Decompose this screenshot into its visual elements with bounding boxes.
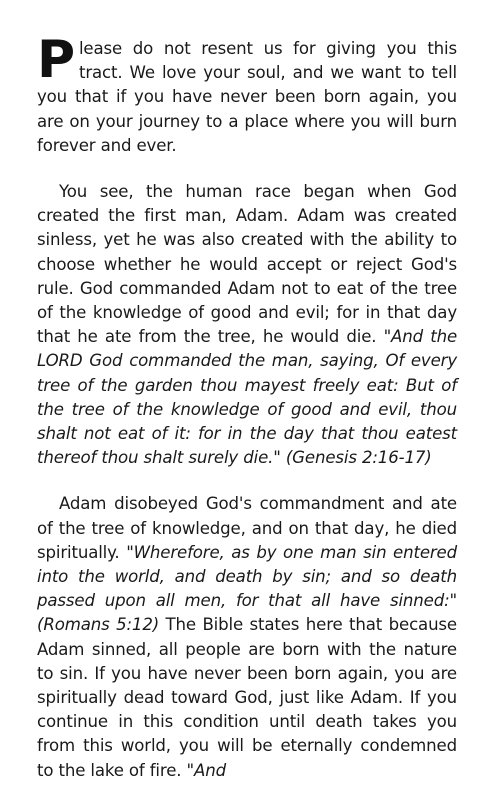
continuing-quote: "And xyxy=(186,760,226,780)
fall-text-1: Adam disobeyed God's commandment and ate of the tree of knowledge, and on that day, he died spiritually. xyxy=(37,494,457,562)
tract-page xyxy=(37,30,458,783)
intro-paragraph xyxy=(37,30,457,158)
genesis-quote: "And the LORD God commanded the man, saying, Of every tree of the garden thou mayest freely eat: But of the tree of the knowledge of good and evil, thou shalt not eat of it: for in the day that thou eatest thereof thou shalt surely die." (Genesis 2:16-17) xyxy=(37,327,457,468)
drop-cap-letter: P xyxy=(37,30,75,90)
romans-quote: "Wherefore, as by one man sin entered into the world, and death by sin; and so death passed upon all men, for that all have sinned:" (Romans 5:12) xyxy=(37,542,458,635)
fall-paragraph xyxy=(37,492,457,782)
creation-text: You see, the human race began when God created the first man, Adam. Adam was created sinless, yet he was also created with the ability to choose whether he would accept or reject God's rule. God commanded Adam not to eat of the tree of the knowledge of good and evil; for in that day that he ate from the tree, he would die. xyxy=(37,182,457,347)
fall-text-2: The Bible states here that because Adam sinned, all people are born with the nature to sin. If you have never been born again, you are spiritually dead toward God, just like Adam. If you continue in this condition until death takes you from this world, you will be eternally condemned to the lake of fire. xyxy=(37,615,457,780)
creation-paragraph xyxy=(37,180,457,470)
intro-text: lease do not resent us for giving you this tract. We love your soul, and we want to tell you that if you have never been born again, you are on your journey to a place where you will burn forever and ever. xyxy=(37,39,457,155)
